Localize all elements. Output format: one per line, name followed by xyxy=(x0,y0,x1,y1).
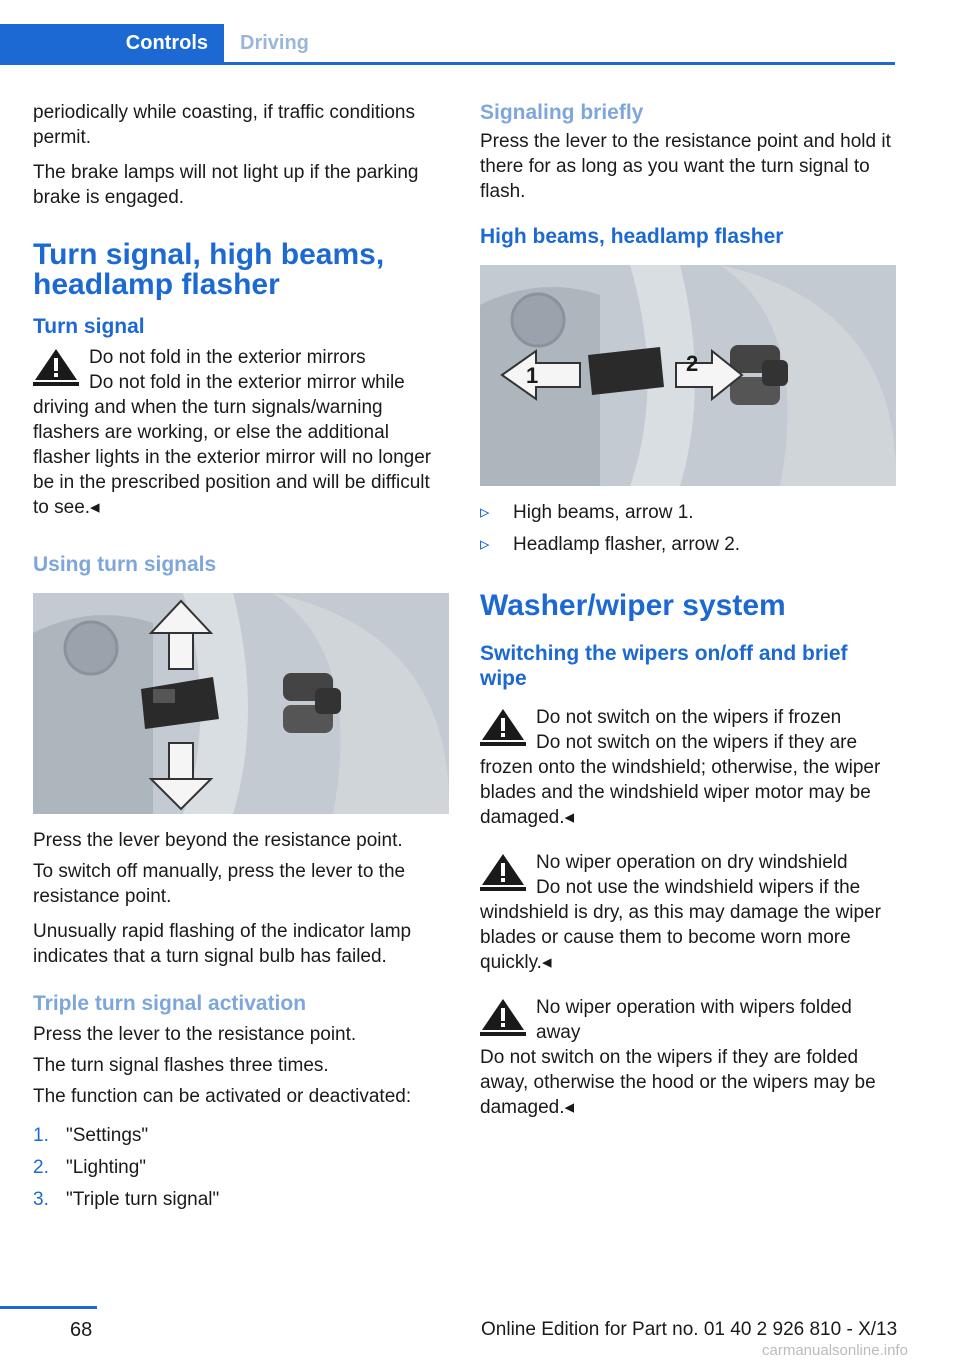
switch-off-text: To switch off manually, press the lever to the resistance point. xyxy=(33,861,406,907)
function-toggle-text: The function can be activated or deactivated: xyxy=(33,1086,412,1107)
bullet-marker: ▹ xyxy=(480,534,490,555)
press-beyond-text: Press the lever beyond the resistance point. xyxy=(33,830,403,851)
step-text: "Triple turn signal" xyxy=(66,1189,220,1210)
footer-rule xyxy=(0,1306,97,1309)
warning-title: No wiper operation with wipers folded away xyxy=(536,997,852,1043)
subheading-high-beams: High beams, headlamp flasher xyxy=(480,225,784,248)
warning-body: Do not use the windshield wipers if the windshield is dry, as this may damage the wiper blades or cause them to become worn more quickly.◂ xyxy=(480,877,881,973)
warning-title: No wiper operation on dry windshield xyxy=(536,852,848,873)
high-beam-lever-illustration xyxy=(480,265,896,486)
step-number: 3. xyxy=(33,1189,49,1210)
list-item xyxy=(480,500,896,525)
arrow-label-1: 1 xyxy=(526,363,539,388)
intro-paragraph: periodically while coasting, if traffic conditions permit. xyxy=(33,102,415,148)
section-heading-turn-signal: Turn signal, high beams, headlamp flasher xyxy=(33,238,385,301)
subheading-using-turn-signals: Using turn signals xyxy=(33,553,217,576)
step-text: "Lighting" xyxy=(66,1157,147,1178)
signaling-briefly-text: Press the lever to the resistance point and hold it there for as long as you want the turn signal to flash. xyxy=(480,131,891,202)
flashes-three-times-text: The turn signal flashes three times. xyxy=(33,1055,329,1076)
warning-mirrors xyxy=(33,345,449,520)
list-item xyxy=(33,1123,449,1148)
step-number: 2. xyxy=(33,1157,49,1178)
step-number: 1. xyxy=(33,1125,49,1146)
right-column xyxy=(480,100,896,1130)
warning-title: Do not switch on the wipers if frozen xyxy=(536,707,842,728)
tab-driving[interactable]: Driving xyxy=(240,32,309,54)
bullet-marker: ▹ xyxy=(480,502,490,523)
site-watermark: carmanualsonline.info xyxy=(762,1342,908,1359)
warning-dry-windshield xyxy=(480,850,896,975)
warning-title: Do not fold in the exterior mirrors xyxy=(89,347,366,368)
left-column xyxy=(33,100,449,1222)
turn-signal-lever-illustration xyxy=(33,593,449,814)
lever-diagram xyxy=(33,593,449,814)
warning-body: Do not switch on the wipers if they are frozen onto the windshield; otherwise, the wiper blades and the windshield wiper motor may be damaged.◂ xyxy=(480,732,881,828)
parking-brake-note: The brake lamps will not light up if the parking brake is engaged. xyxy=(33,162,419,208)
bullet-text: High beams, arrow 1. xyxy=(513,502,694,523)
warning-body: Do not fold in the exterior mirror while driving and when the turn signals/warning flashers are working, or else the additional flasher lights in the exterior mirror will no longer be in the prescribed position and will be difficult to see.◂ xyxy=(33,372,432,518)
press-resistance-text: Press the lever to the resistance point. xyxy=(33,1024,357,1045)
warning-triangle-icon xyxy=(480,707,526,747)
rapid-flashing-text: Unusually rapid flashing of the indicator lamp indicates that a turn signal bulb has failed. xyxy=(33,921,412,967)
step-text: "Settings" xyxy=(66,1125,149,1146)
subheading-signaling-briefly: Signaling briefly xyxy=(480,101,644,124)
edition-footer: Online Edition for Part no. 01 40 2 926 810 - X/13 xyxy=(481,1319,898,1340)
warning-triangle-icon xyxy=(480,997,526,1037)
subheading-turn-signal: Turn signal xyxy=(33,315,145,338)
list-item xyxy=(33,1187,449,1212)
high-beam-bullets xyxy=(480,500,896,557)
settings-steps xyxy=(33,1123,449,1212)
subheading-switching-wipers: Switching the wipers on/off and brief wipe xyxy=(480,642,848,690)
warning-triangle-icon xyxy=(33,347,79,387)
warning-body: Do not switch on the wipers if they are folded away, otherwise the hood or the wipers may be damaged.◂ xyxy=(480,1047,876,1118)
page-number: 68 xyxy=(70,1319,93,1341)
subheading-triple-turn-signal: Triple turn signal activation xyxy=(33,992,307,1015)
tab-controls[interactable]: Controls xyxy=(0,24,224,62)
list-item xyxy=(33,1155,449,1180)
bullet-text: Headlamp flasher, arrow 2. xyxy=(513,534,741,555)
warning-folded-away xyxy=(480,995,896,1120)
list-item xyxy=(480,532,896,557)
section-heading-washer-wiper: Washer/wiper system xyxy=(480,589,786,622)
section-tabs xyxy=(0,24,895,65)
warning-triangle-icon xyxy=(480,852,526,892)
warning-frozen xyxy=(480,705,896,830)
arrow-label-2: 2 xyxy=(686,351,699,376)
